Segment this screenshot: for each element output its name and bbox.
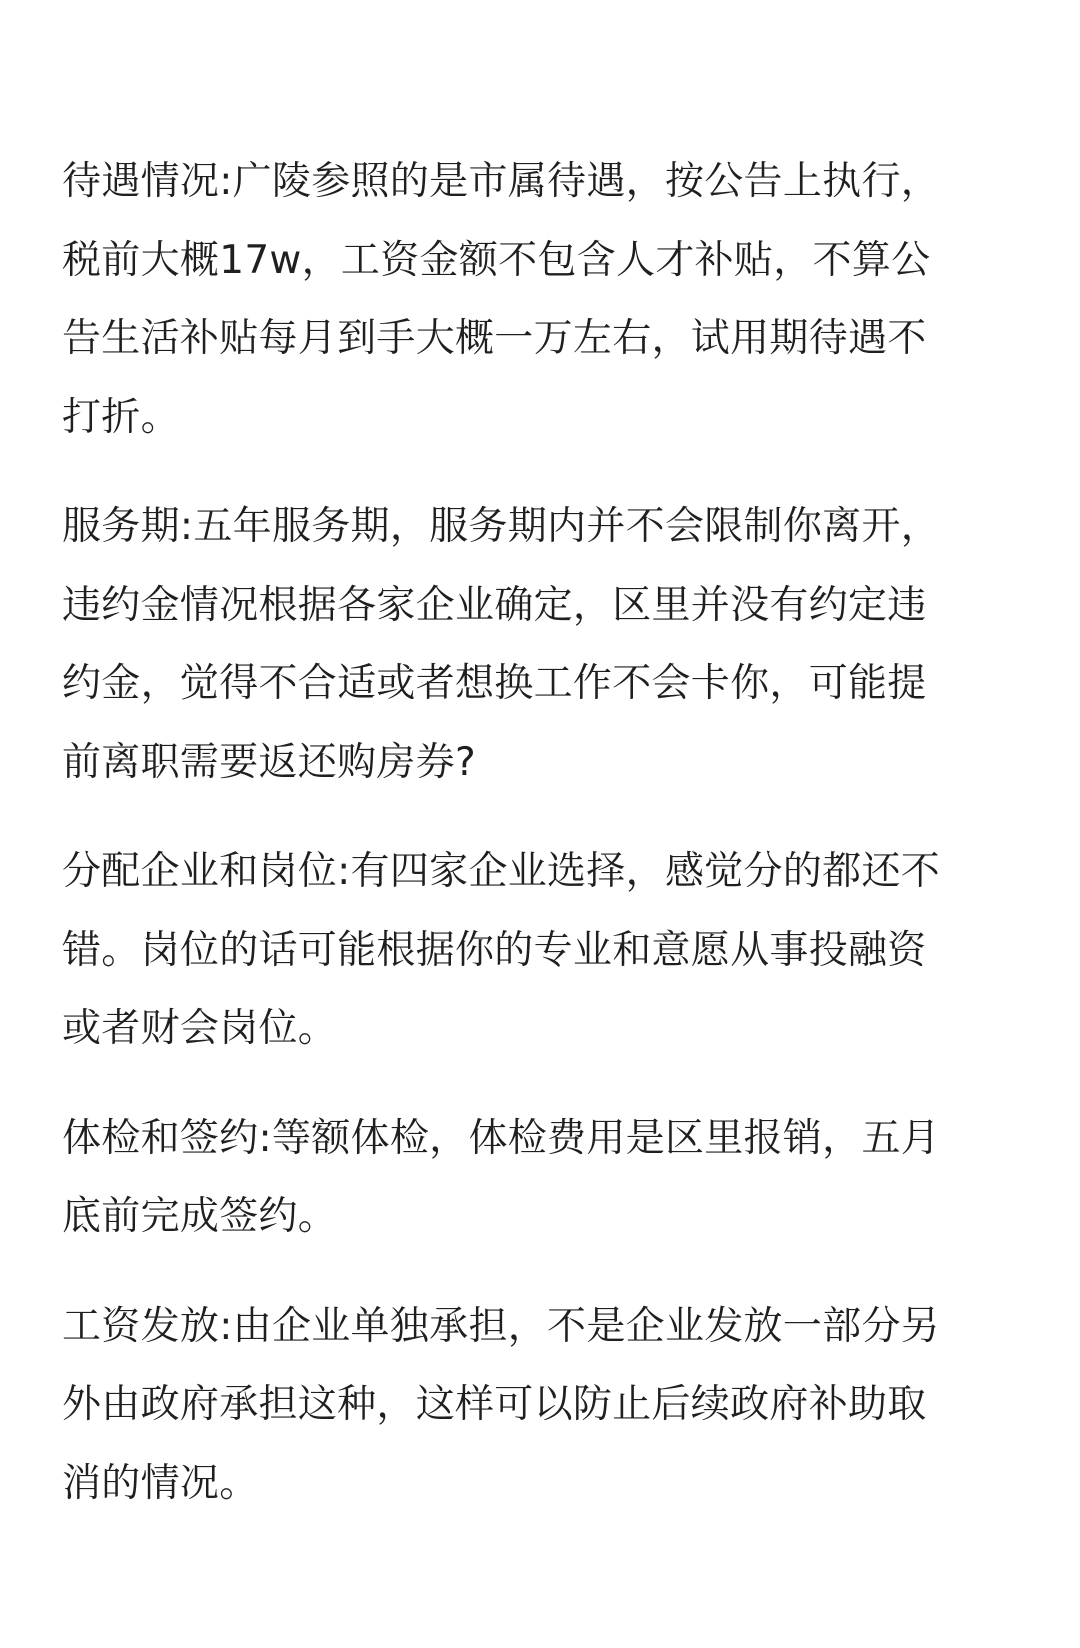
paragraph-medical-signing: 体检和签约:等额体检，体检费用是区里报销，五月 底前完成签约。 [62, 1115, 941, 1239]
paragraph-service-period: 服务期:五年服务期，服务期内并不会限制你离开， 违约金情况根据各家企业确定，区里并没有约定违 约金，觉得不合适或者想换工作不会卡你，可能提 前离职需要返还购房券? [62, 504, 941, 785]
paragraph-wage-payment: 工资发放:由企业单独承担，不是企业发放一部分另 外由政府承担这种，这样可以防止后续政府补助取 消的情况。 [62, 1303, 941, 1506]
paragraph-salary: 待遇情况:广陵参照的是市属待遇，按公告上执行， 税前大概17w，工资金额不包含人才补贴，不算公 告生活补贴每月到手大概一万左右，试用期待遇不 打折。 [62, 159, 941, 440]
paragraph-company-assignment: 分配企业和岗位:有四家企业选择，感觉分的都还不 错。岗位的话可能根据你的专业和意愿从事投融资 或者财会岗位。 [62, 849, 941, 1051]
article-body [62, 143, 1022, 1523]
